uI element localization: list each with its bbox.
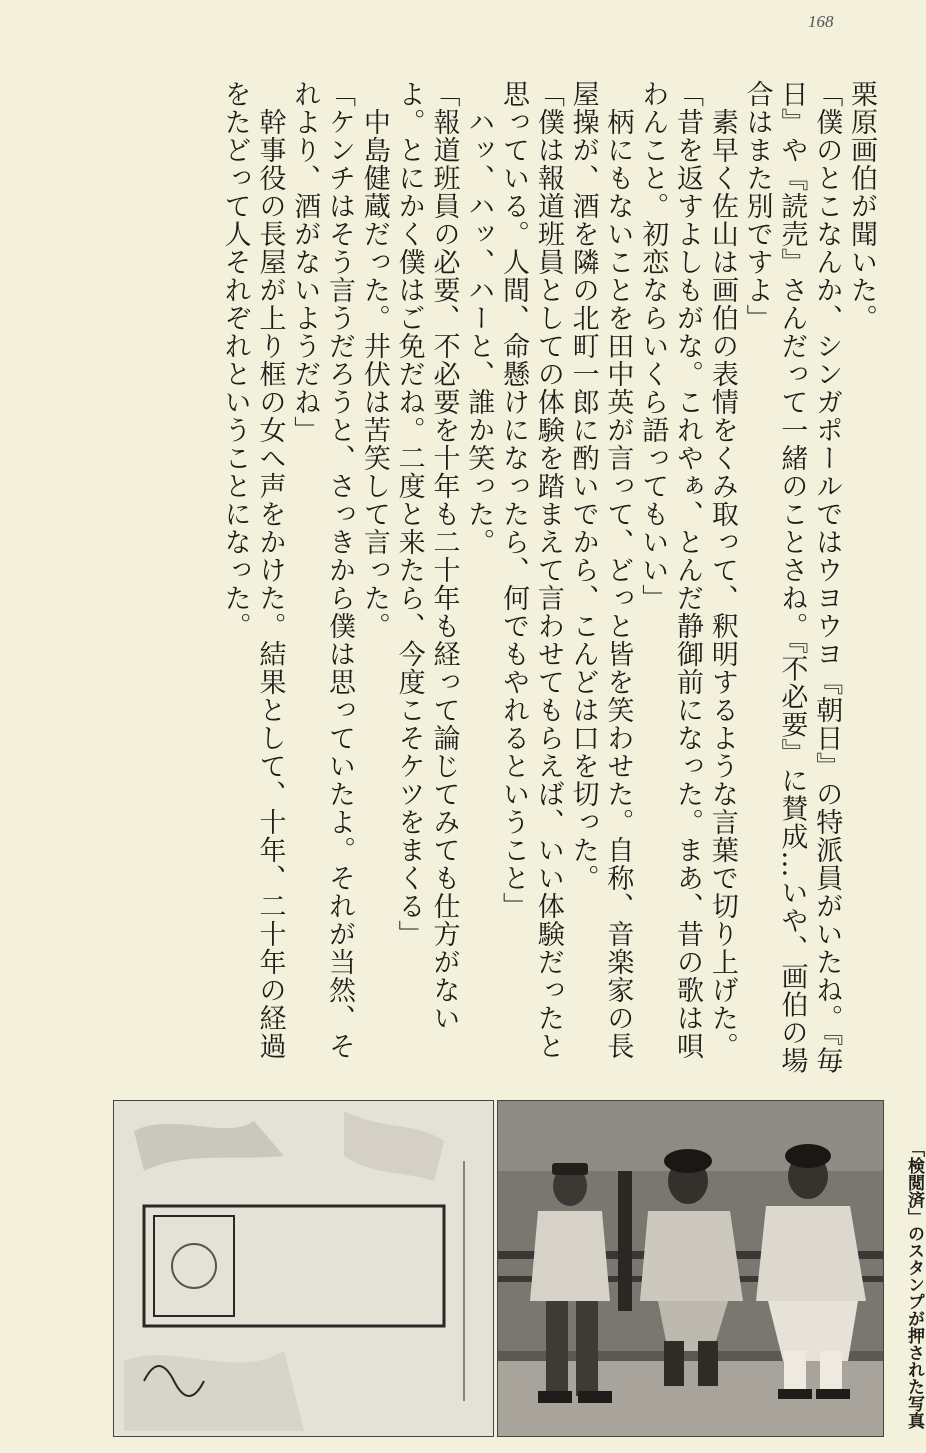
paragraph: 栗原画伯が聞いた。 [846,80,877,332]
paragraph: 「ケンチはそう言うだろうと、さっきから僕は思っていたよ。それが当然、それより、酒がないようだね」 [289,80,356,1060]
group-photo [497,1100,884,1437]
body-text [38,80,878,1080]
paragraph: 「昔を返すよしもがな。これやぁ、とんだ静御前になった。まあ、昔の歌は唄わんこと。初恋ならいくら語ってもいい」 [637,80,704,1060]
paragraph: 中島健蔵だった。井伏は苦笑して言った。 [358,80,390,640]
paragraph: 柄にもないことを田中英が言って、どっと皆を笑わせた。自称、音楽家の長屋操が、酒を隣の北町一郎に酌いでから、こんどは口を切った。 [567,80,634,1060]
photo-caption: 「検閲済」のスタンプが押された写真 [904,1140,924,1429]
stamped-envelope-photo [113,1100,494,1437]
paragraph: 素早く佐山は画伯の表情をくみ取って、釈明するような言葉で切り上げた。 [706,80,738,1060]
paragraph: ハッ、ハッ、ハーと、誰か笑った。 [463,80,495,556]
page-number: 168 [808,12,834,31]
paragraph: 「僕のとこなんか、シンガポールではウヨウヨ『朝日』の特派員がいたね。『毎日』や『読売』さんだって一緒のことさね。『不必要』に賛成…いや、画伯の場合はまた別ですよ」 [741,80,843,1075]
paragraph: 「報道班員の必要、不必要を十年も二十年も経って論じてみても仕方がないよ。とにかく僕はご免だね。二度と来たら、今度こそケツをまくる」 [393,80,460,1032]
paragraph: 幹事役の長屋が上り框の女へ声をかけた。結果として、十年、二十年の経過をたどって人それぞれということになった。 [219,80,286,1060]
paragraph: 「僕は報道班員としての体験を踏まえて言わせてもらえば、いい体験だったと思っている。人間、命懸けになったら、何でもやれるということ」 [498,80,564,1060]
